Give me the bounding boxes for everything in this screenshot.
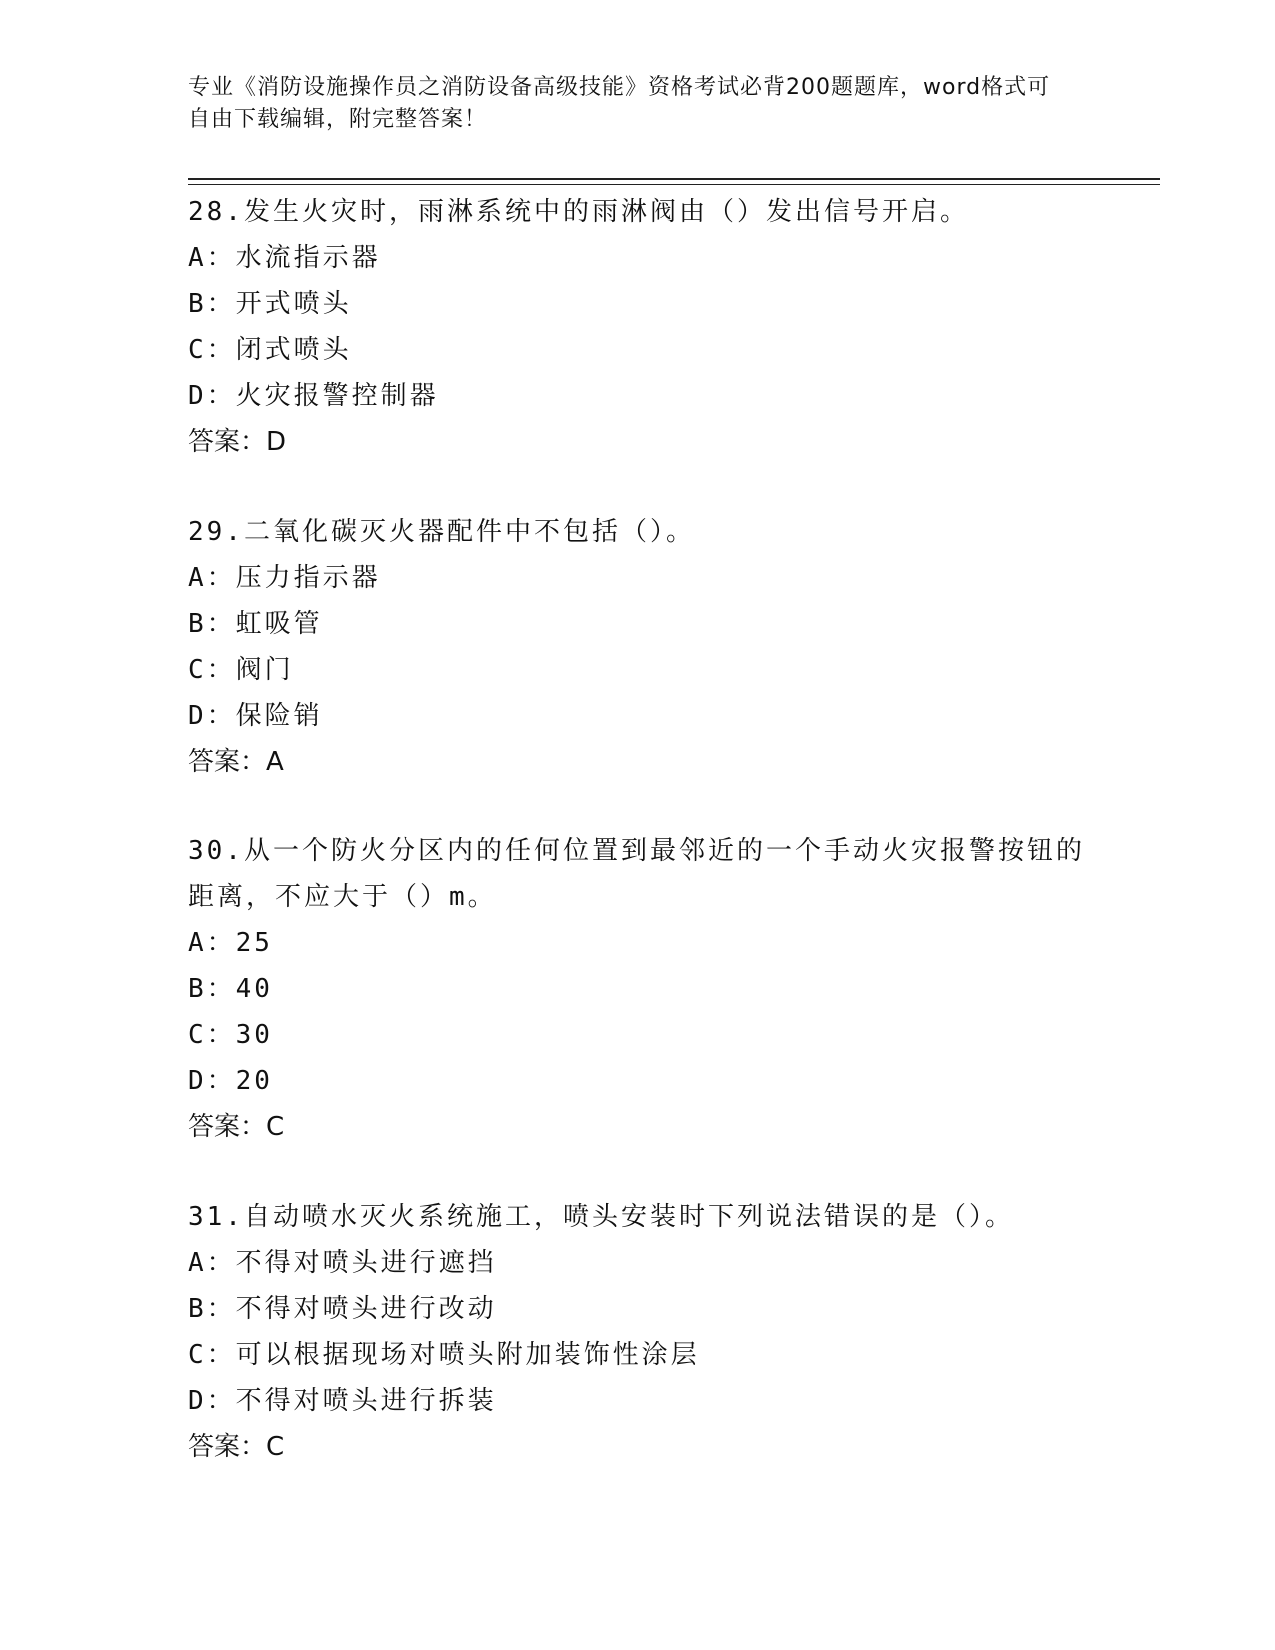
option-a: A：25 bbox=[188, 928, 273, 958]
option-c: C：闭式喷头 bbox=[188, 335, 352, 365]
question-stem: 31.自动喷水灭火系统施工，喷头安装时下列说法错误的是（）。 bbox=[188, 1202, 1014, 1232]
answer-line: 答案：C bbox=[188, 1112, 285, 1142]
option-d: D：火灾报警控制器 bbox=[188, 381, 439, 411]
option-b: B：开式喷头 bbox=[188, 289, 352, 319]
option-d: D：保险销 bbox=[188, 701, 323, 731]
option-c: C：30 bbox=[188, 1020, 273, 1050]
option-a: A：水流指示器 bbox=[188, 243, 381, 273]
option-d: D：不得对喷头进行拆装 bbox=[188, 1386, 497, 1416]
answer-line: 答案：A bbox=[188, 747, 284, 777]
question-28 bbox=[188, 189, 1088, 465]
option-b: B：虹吸管 bbox=[188, 609, 323, 639]
header-divider-thick bbox=[188, 178, 1160, 180]
document-header: 专业《消防设施操作员之消防设备高级技能》资格考试必背200题题库，word格式可自由下载编辑，附完整答案！ bbox=[188, 75, 1051, 132]
answer-line: 答案：D bbox=[188, 427, 287, 457]
question-29 bbox=[188, 509, 1088, 785]
option-d: D：20 bbox=[188, 1066, 273, 1096]
question-31 bbox=[188, 1194, 1088, 1470]
option-c: C：可以根据现场对喷头附加装饰性涂层 bbox=[188, 1340, 700, 1370]
question-stem: 28.发生火灾时，雨淋系统中的雨淋阀由（）发出信号开启。 bbox=[188, 197, 969, 227]
question-30 bbox=[188, 828, 1088, 1150]
option-b: B：不得对喷头进行改动 bbox=[188, 1294, 497, 1324]
option-a: A：不得对喷头进行遮挡 bbox=[188, 1248, 497, 1278]
question-stem: 30.从一个防火分区内的任何位置到最邻近的一个手动火灾报警按钮的距离，不应大于（）m。 bbox=[188, 836, 1085, 912]
option-a: A：压力指示器 bbox=[188, 563, 381, 593]
option-c: C：阀门 bbox=[188, 655, 294, 685]
answer-line: 答案：C bbox=[188, 1432, 285, 1462]
header-divider-thin bbox=[188, 184, 1160, 185]
option-b: B：40 bbox=[188, 974, 273, 1004]
question-stem: 29.二氧化碳灭火器配件中不包括（）。 bbox=[188, 517, 695, 547]
